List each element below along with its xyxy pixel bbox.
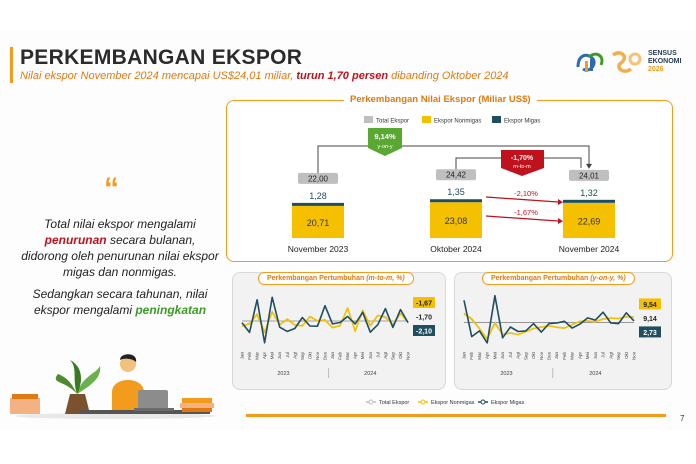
mtm-label: m-to-m	[513, 164, 531, 170]
yoy-month-0: Jan	[461, 352, 467, 360]
mtm-month-12: Jan	[330, 352, 336, 360]
mtm-month-3: Apr	[262, 352, 268, 360]
mtm-month-6: Jul	[284, 352, 290, 358]
mtm-title-main: Perkembangan Pertumbuhan	[267, 275, 367, 282]
migas-change-arrowhead	[558, 199, 563, 205]
total-label-2: 24,01	[578, 171, 600, 181]
yoy-month-21: Okt	[623, 352, 629, 360]
bar-nonmigas-label-0: 20,71	[306, 217, 330, 228]
yoy-end-label-2: 2,73	[643, 329, 657, 337]
mtm-growth-line-chart	[232, 284, 446, 390]
legend-swatch-1	[422, 116, 431, 123]
logo-line-2: EKONOMI	[648, 58, 682, 65]
narrative-paragraph-1	[20, 216, 220, 280]
export-value-bar-chart	[226, 100, 673, 262]
footer-legend-label-2: Ekspor Migas	[491, 400, 525, 406]
mtm-month-7: Agt	[292, 352, 298, 359]
mtm-month-11: Des	[322, 352, 328, 361]
page-subtitle	[20, 70, 509, 82]
mtm-month-8: Sep	[299, 352, 305, 361]
yoy-month-14: Mar	[569, 352, 575, 360]
mtm-month-18: Jul	[375, 352, 381, 358]
yoy-arrowhead	[586, 164, 592, 169]
legend-label-1: Ekspor Nonmigas	[434, 118, 482, 125]
yoy-month-1: Feb	[469, 352, 475, 360]
yoy-growth-line-chart	[454, 284, 672, 390]
category-label-0: November 2023	[287, 244, 349, 254]
narrative-p1-start: Total nilai ekspor mengalami	[44, 217, 196, 231]
footer-accent-line	[246, 414, 666, 417]
mtm-title-unit: (m-to-m, %)	[366, 275, 405, 282]
mtm-month-15: Apr	[352, 352, 358, 360]
mtm-end-label-0: -1,67	[416, 300, 432, 308]
mtm-month-21: Okt	[397, 352, 403, 360]
yoy-month-8: Sep	[523, 352, 529, 361]
footer-legend-marker-1	[421, 400, 425, 404]
yoy-month-10: Nov	[538, 352, 544, 361]
yoy-month-13: Feb	[561, 352, 567, 360]
mtm-value: -1,70%	[510, 155, 534, 162]
yoy-month-9: Okt	[531, 352, 537, 360]
mtm-month-1: Feb	[247, 352, 253, 360]
bar-migas-2	[563, 200, 615, 203]
yoy-year-0: 2023	[500, 371, 513, 377]
growth-chart-legend	[360, 396, 525, 408]
export-value-chart-title: Perkembangan Nilai Ekspor (Miliar US$)	[344, 94, 537, 108]
yoy-month-5: Jun	[500, 352, 506, 360]
mtm-end-label-2: -2,10	[416, 328, 432, 336]
footer-legend-marker-2	[481, 400, 485, 404]
subtitle-highlight: turun 1,70 persen	[296, 70, 389, 82]
yoy-title-unit: (y-on-y, %)	[590, 275, 626, 282]
nonmigas-change-arrowhead	[558, 218, 563, 224]
bar-migas-label-2: 1,32	[580, 187, 598, 198]
yoy-month-2: Mar	[476, 352, 482, 360]
mtm-month-20: Sep	[390, 352, 396, 361]
yoy-label: y-on-y	[377, 144, 393, 150]
title-accent-bar	[10, 47, 13, 83]
narrative-p1-highlight: penurunan	[44, 233, 107, 247]
subtitle-part-3: dibanding Oktober 2024	[388, 70, 509, 82]
bar-migas-label-0: 1,28	[309, 190, 327, 201]
logo-line-3: 2026	[648, 66, 664, 73]
yoy-end-label-1: 9,14	[643, 315, 657, 323]
migas-change-label: -2,10%	[514, 189, 538, 198]
nonmigas-change-label: -1,67%	[514, 208, 538, 217]
page-title: PERKEMBANGAN EKSPOR	[20, 46, 303, 69]
yoy-month-17: Jun	[592, 352, 598, 360]
yoy-year-1: 2024	[589, 371, 602, 377]
narrative-text	[20, 216, 220, 324]
mtm-month-10: Nov	[314, 352, 320, 361]
mtm-month-22: Nov	[405, 352, 411, 361]
bar-nonmigas-label-1: 23,08	[444, 216, 468, 227]
logo-line-1: SENSUS	[648, 50, 677, 57]
mtm-month-2: Mar	[254, 352, 260, 360]
mtm-month-4: Mei	[269, 352, 275, 360]
yoy-month-19: Agt	[608, 352, 614, 359]
mtm-month-5: Jun	[277, 352, 283, 360]
yoy-month-12: Jan	[554, 352, 560, 360]
yoy-month-7: Agt	[515, 352, 521, 359]
mtm-year-1: 2024	[364, 371, 377, 377]
yoy-month-18: Jul	[600, 352, 606, 358]
mtm-end-label-1: -1,70	[416, 314, 432, 322]
category-label-2: November 2024	[558, 244, 620, 254]
yoy-connector	[318, 146, 589, 173]
bar-migas-0	[292, 203, 344, 206]
logo-text	[648, 50, 681, 74]
subtitle-part-1: Nilai ekspor November 2024 mencapai US$24,01 miliar,	[20, 70, 297, 82]
mtm-month-14: Mar	[345, 352, 351, 360]
narrative-p2-highlight: peningkatan	[135, 303, 207, 317]
category-label-1: Oktober 2024	[430, 244, 482, 254]
legend-swatch-2	[492, 116, 501, 123]
bar-nonmigas-label-2: 22,69	[577, 216, 601, 227]
yoy-month-15: Apr	[577, 352, 583, 360]
mtm-month-16: Mei	[360, 352, 366, 360]
yoy-month-4: Mei	[492, 352, 498, 360]
yoy-month-22: Nov	[631, 352, 637, 361]
mtm-month-9: Okt	[307, 352, 313, 360]
legend-swatch-0	[364, 116, 373, 123]
yoy-end-label-0: 9,54	[643, 301, 657, 309]
narrative-p2-start: Sedangkan secara tahunan, nilai ekspor mengalami	[32, 287, 208, 317]
yoy-month-20: Sep	[616, 352, 622, 361]
bar-migas-label-1: 1,35	[447, 187, 465, 198]
yoy-month-6: Jul	[507, 352, 513, 358]
footer-legend-label-1: Ekspor Nonmigas	[431, 400, 475, 406]
mtm-year-0: 2023	[277, 371, 290, 377]
footer-legend-marker-0	[369, 400, 373, 404]
yoy-title-main: Perkembangan Pertumbuhan	[491, 275, 591, 282]
yoy-month-3: Apr	[484, 352, 490, 360]
yoy-month-11: Des	[546, 352, 552, 361]
mtm-month-19: Agt	[382, 352, 388, 359]
total-label-1: 24,42	[445, 170, 467, 180]
legend-label-2: Ekspor Migas	[504, 118, 541, 125]
footer-legend-label-0: Total Ekspor	[379, 400, 410, 406]
yoy-value: 9,14%	[374, 132, 396, 141]
narrative-paragraph-2	[20, 286, 220, 318]
mtm-badge	[501, 150, 544, 176]
yoy-month-16: Mei	[585, 352, 591, 360]
person-laptop-illustration-icon	[10, 350, 220, 420]
mtm-month-17: Jun	[367, 352, 373, 360]
quote-mark: “	[104, 172, 119, 205]
total-label-0: 22,00	[307, 174, 329, 184]
mtm-month-13: Feb	[337, 352, 343, 360]
legend-label-0: Total Ekspor	[376, 118, 410, 125]
page-number: 7	[680, 414, 685, 423]
narrative-p1-end: secara bulanan, didorong oleh penurunan nilai ekspor migas dan nonmigas.	[21, 233, 219, 279]
mtm-month-0: Jan	[239, 352, 245, 360]
bar-migas-1	[430, 199, 482, 202]
